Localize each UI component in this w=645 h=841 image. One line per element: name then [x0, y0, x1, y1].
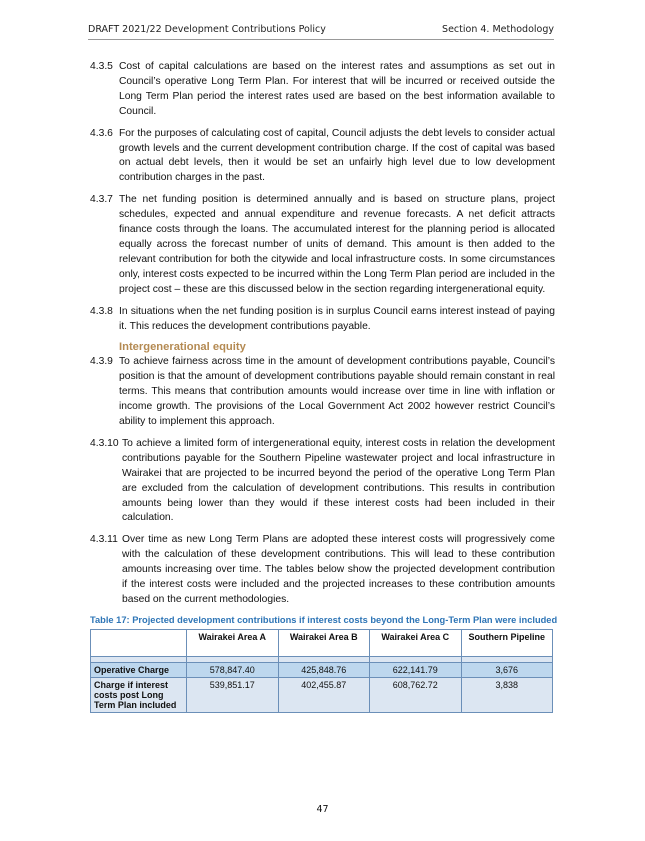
section-subheading: Intergenerational equity — [119, 341, 246, 354]
paragraph-text: To achieve fairness across time in the amount of development contributions payable, Council’s position is that the amount of development contributions payable should remain constant in real terms. This means that contribution amounts would increase over time in line with inflation or income growth. The provisions of the Local Government Act 2002 however restrict Council’s ability to implement this approach. — [119, 356, 555, 428]
paragraph-4-3-5 — [90, 60, 555, 120]
page-header — [88, 24, 554, 40]
table-cell: 425,848.76 — [278, 662, 370, 677]
paragraph-4-3-8 — [90, 305, 555, 335]
column-header: Southern Pipeline — [461, 629, 553, 656]
table-cell: 3,838 — [461, 677, 553, 712]
row-label: Charge if interest costs post Long Term Plan included — [91, 677, 187, 712]
paragraph-4-3-7 — [90, 193, 555, 297]
table-row — [91, 662, 553, 677]
header-title: DRAFT 2021/22 Development Contributions Policy — [88, 24, 326, 35]
page-body — [90, 60, 558, 713]
table-header-row — [91, 629, 553, 656]
paragraph-text: Cost of capital calculations are based on the interest rates and assumptions as set out in Council’s operative Long Term Plan. For interest that will be incurred or received outside the Long Term Plan period the interest rates used are based on the best information available to Council. — [119, 61, 555, 117]
table-cell: 539,851.17 — [187, 677, 279, 712]
paragraph-number: 4.3.11 — [90, 534, 118, 546]
table-cell: 622,141.79 — [370, 662, 462, 677]
paragraph-4-3-9 — [90, 355, 555, 430]
table-corner-cell — [91, 629, 187, 656]
table-cell: 578,847.40 — [187, 662, 279, 677]
paragraph-text: To achieve a limited form of intergenerational equity, interest costs in relation the development contributions payable for the Southern Pipeline wastewater project and local infrastructure in Wairakei that are projected to be incurred beyond the period of the operative Long Term Plan are excluded from the calculation of development contributions. This results in contribution amounts being lower than they would if these interest costs had been included in their calculation. — [122, 437, 555, 524]
column-header: Wairakei Area B — [278, 629, 370, 656]
table-cell: 3,676 — [461, 662, 553, 677]
page-number: 47 — [316, 804, 329, 815]
contributions-table — [90, 629, 553, 713]
paragraph-number: 4.3.10 — [90, 437, 119, 449]
paragraph-number: 4.3.6 — [90, 127, 113, 139]
paragraph-number: 4.3.5 — [90, 61, 113, 72]
paragraph-4-3-6 — [90, 127, 555, 187]
header-section: Section 4. Methodology — [442, 24, 554, 35]
paragraph-text: For the purposes of calculating cost of capital, Council adjusts the debt levels to consider actual growth levels and the current development contribution charge. If the cost of capital was based on actual debt levels, then it would be set an unfairly high level due to low development contribution charges in the past. — [119, 127, 555, 184]
paragraph-text: The net funding position is determined annually and is based on structure plans, project schedules, expected and annual expenditure and revenue forecasts. A net deficit attracts finance costs through the loans. The accumulated interest for the planning period is allocated equally across the forecast number of units of demand. This amount is then added to the relevant contribution for both the citywide and local infrastructure costs. In some circumstances only, interest costs expected to be incurred within the Long Term Plan period are included in the project cost – these are this discussed below in the section regarding intergenerational equity. — [119, 194, 555, 295]
table-cell: 608,762.72 — [370, 677, 462, 712]
table-cell: 402,455.87 — [278, 677, 370, 712]
table-row — [91, 677, 553, 712]
paragraph-4-3-11 — [90, 533, 555, 608]
paragraph-number: 4.3.8 — [90, 305, 113, 317]
paragraph-4-3-10 — [90, 437, 555, 526]
column-header: Wairakei Area A — [187, 629, 279, 656]
paragraph-number: 4.3.7 — [90, 194, 113, 206]
row-label: Operative Charge — [91, 662, 187, 677]
column-header: Wairakei Area C — [370, 629, 462, 656]
paragraph-text: Over time as new Long Term Plans are adopted these interest costs will progressively come with the calculation of these development contributions. This will lead to these contribution amounts increasing over time. The tables below show the projected development contribution if the interest costs were included and the projected increases to these contribution amounts based on the current methodologies. — [122, 534, 555, 605]
paragraph-number: 4.3.9 — [90, 356, 113, 368]
table-caption: Table 17: Projected development contributions if interest costs beyond the Long-Term Plan were included — [90, 614, 558, 625]
paragraph-text: In situations when the net funding position is in surplus Council earns interest instead of paying it. This reduces the development contributions payable. — [119, 305, 555, 332]
